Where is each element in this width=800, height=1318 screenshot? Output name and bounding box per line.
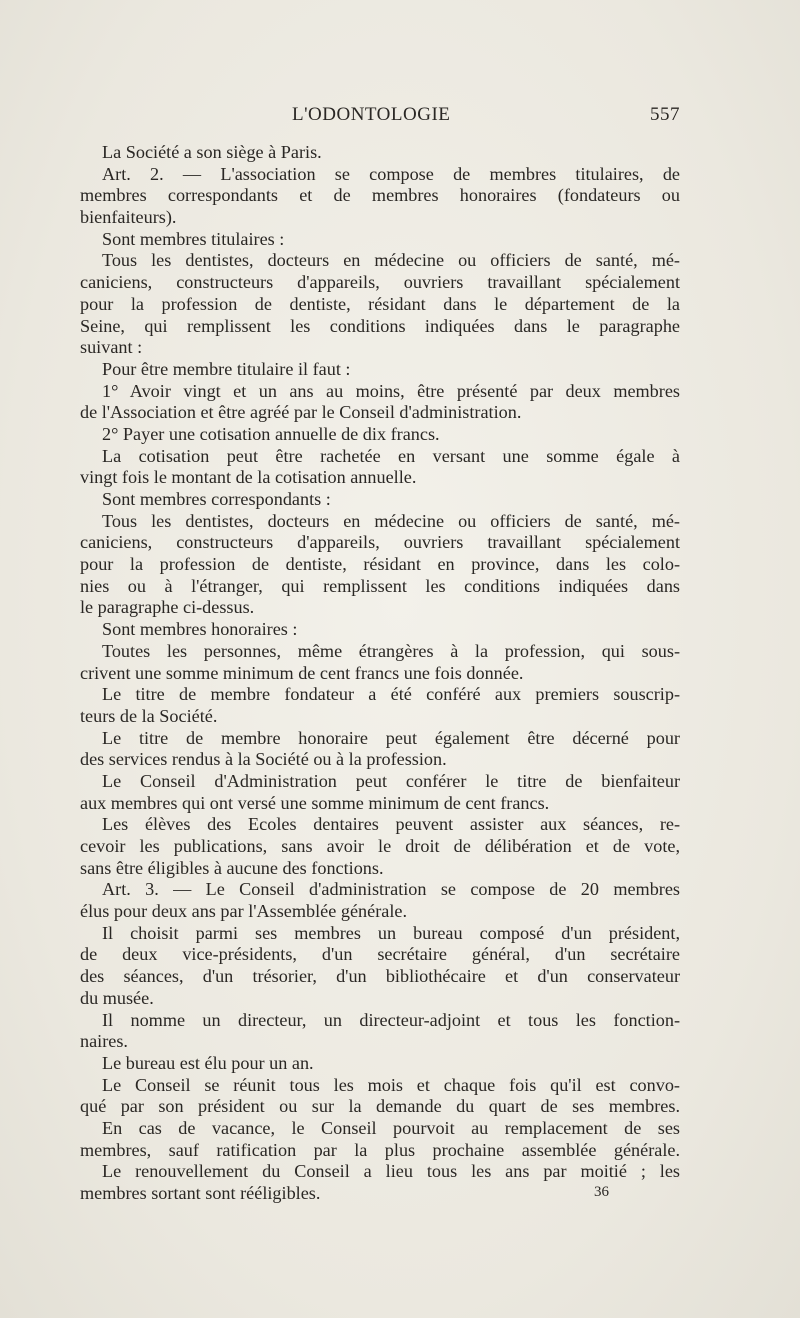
text-line: cevoir les publications, sans avoir le droit de délibération et de vote, <box>80 836 680 856</box>
text-line: caniciens, constructeurs d'appareils, ouvriers travaillant spécialement <box>80 272 680 293</box>
text-line: Sont membres honoraires : <box>102 619 298 640</box>
text-line: vingt fois le montant de la cotisation annuelle. <box>80 467 417 488</box>
text-line: Le bureau est élu pour un an. <box>102 1052 314 1073</box>
journal-title: L'ODONTOLOGIE <box>292 104 451 125</box>
text-line: Le titre de membre fondateur a été conféré aux premiers souscrip- <box>102 684 680 705</box>
text-line: des séances, d'un trésorier, d'un bibliothécaire et d'un conservateur <box>80 966 680 987</box>
text-line: Tous les dentistes, docteurs en médecine ou officiers de santé, mé- <box>102 510 680 531</box>
text-line: crivent une somme minimum de cent francs une fois donnée. <box>80 662 524 683</box>
text-line: du musée. <box>80 987 154 1008</box>
text-line: sans être éligibles à aucune des fonctions. <box>80 857 384 878</box>
text-line: de deux vice-présidents, d'un secrétaire général, d'un secrétaire <box>80 944 680 965</box>
text-line: Sont membres titulaires : <box>102 228 285 249</box>
text-line: Sont membres correspondants : <box>102 489 331 509</box>
text-line: Il choisit parmi ses membres un bureau composé d'un président, <box>102 922 680 943</box>
text-line: Pour être membre titulaire il faut : <box>102 358 351 379</box>
text-line: pour la profession de dentiste, résidant en province, dans les colo- <box>80 554 680 575</box>
text-line: Le renouvellement du Conseil a lieu tous les ans par moitié ; les <box>102 1161 680 1182</box>
body-text <box>80 142 680 1205</box>
text-line: Art. 2. — L'association se compose de membres titulaires, de <box>102 163 680 184</box>
running-header <box>80 104 680 128</box>
text-line: En cas de vacance, le Conseil pourvoit au remplacement de ses <box>102 1117 680 1138</box>
text-line: La Société a son siège à Paris. <box>102 142 322 162</box>
text-line: membres, sauf ratification par la plus prochaine assemblée générale. <box>80 1139 680 1160</box>
text-line: 2° Payer une cotisation annuelle de dix francs. <box>102 423 440 444</box>
text-line: Il nomme un directeur, un directeur-adjoint et tous les fonction- <box>102 1009 680 1030</box>
page-number: 557 <box>650 104 680 125</box>
text-line: élus pour deux ans par l'Assemblée générale. <box>80 901 408 922</box>
text-line: pour la profession de dentiste, résidant dans le département de la <box>80 293 680 314</box>
text-line: Tous les dentistes, docteurs en médecine ou officiers de santé, mé- <box>102 250 680 271</box>
text-line: aux membres qui ont versé une somme minimum de cent francs. <box>80 792 550 813</box>
text-line: Les élèves des Ecoles dentaires peuvent assister aux séances, re- <box>102 814 680 835</box>
text-line: teurs de la Société. <box>80 705 218 726</box>
text-line: nies ou à l'étranger, qui remplissent les conditions indiquées dans <box>80 575 680 596</box>
text-line: naires. <box>80 1031 128 1052</box>
text-line: Le Conseil d'Administration peut conférer le titre de bienfaiteur <box>102 770 680 791</box>
text-line: Seine, qui remplissent les conditions indiquées dans le paragraphe <box>80 315 680 336</box>
text-line: qué par son président ou sur la demande du quart de ses membres. <box>80 1096 680 1117</box>
text-line: La cotisation peut être rachetée en versant une somme égale à <box>102 445 680 466</box>
signature-mark: 36 <box>594 1184 609 1200</box>
text-line: Le titre de membre honoraire peut également être décerné pour <box>102 727 680 748</box>
text-line: le paragraphe ci-dessus. <box>80 597 255 618</box>
text-line: de l'Association et être agréé par le Conseil d'administration. <box>80 402 522 423</box>
text-line: 1° Avoir vingt et un ans au moins, être présenté par deux membres <box>102 380 680 401</box>
text-line: des services rendus à la Société ou à la profession. <box>80 749 447 770</box>
text-line: suivant : <box>80 337 143 358</box>
text-line: Art. 3. — Le Conseil d'administration se compose de 20 membres <box>102 879 680 900</box>
text-line: caniciens, constructeurs d'appareils, ouvriers travaillant spécialement <box>80 532 680 553</box>
text-line: membres correspondants et de membres honoraires (fondateurs ou <box>80 185 680 206</box>
text-line: Le Conseil se réunit tous les mois et chaque fois qu'il est convo- <box>102 1074 680 1095</box>
text-line: bienfaiteurs). <box>80 207 177 228</box>
text-line: membres sortant sont rééligibles. <box>80 1183 321 1203</box>
text-line: Toutes les personnes, même étrangères à la profession, qui sous- <box>102 640 680 661</box>
